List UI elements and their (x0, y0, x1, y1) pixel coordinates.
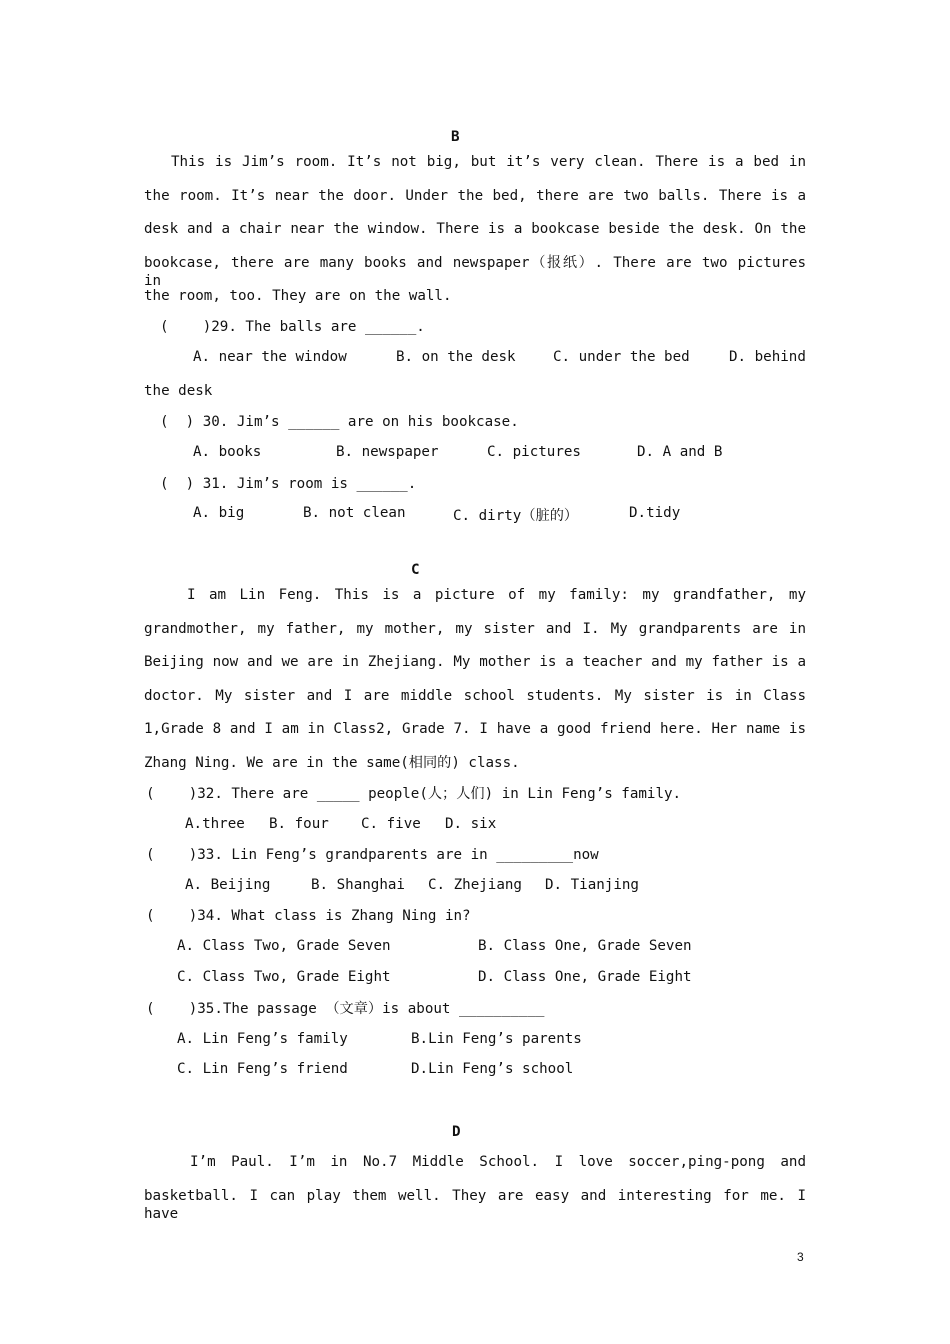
option: D.tidy (629, 505, 681, 521)
option: D. six (445, 816, 497, 832)
question-31-options (0, 505, 681, 585)
passage-b-line-4: bookcase, there are many books and newspaper（报纸）. There are two pictures in (144, 255, 806, 289)
option: B. not clean (303, 505, 406, 521)
option: B. newspaper (336, 444, 439, 460)
option: C. five (361, 816, 421, 832)
passage-d-line-2: basketball. I can play them well. They are easy and interesting for me. I have (144, 1188, 806, 1222)
option: C. Class Two, Grade Eight (177, 969, 391, 985)
option: D. Tianjing (545, 877, 639, 893)
question-29-stem: ( )29. The balls are ______. (160, 319, 425, 335)
option: B. Shanghai (311, 877, 405, 893)
question-35-stem: ( )35.The passage （文章）is about __________ (146, 1001, 545, 1017)
option: C. pictures (487, 444, 581, 460)
question-31-stem: ( ) 31. Jim’s room is ______. (160, 476, 417, 492)
option: B. on the desk (396, 349, 516, 365)
passage-c-line-5: 1,Grade 8 and I am in Class2, Grade 7. I have a good friend here. Her name is (144, 721, 806, 737)
option: C. dirty（脏的） (453, 508, 579, 524)
option: D. Class One, Grade Eight (478, 969, 692, 985)
question-32-stem: ( )32. There are _____ people(人；人们) in Lin Feng’s family. (146, 786, 682, 802)
section-d-heading: D (452, 1124, 461, 1140)
passage-c-line-2: grandmother, my father, my mother, my sister and I. My grandparents are in (144, 621, 806, 637)
passage-b-line-1: This is Jim’s room. It’s not big, but it’s very clean. There is a bed in (171, 154, 806, 170)
section-c-heading: C (411, 562, 420, 578)
option: A. big (193, 505, 245, 521)
page-number: 3 (797, 1250, 804, 1264)
option: B. Class One, Grade Seven (478, 938, 692, 954)
option: C. Zhejiang (428, 877, 522, 893)
option: C. under the bed (553, 349, 690, 365)
passage-c-line-1: I am Lin Feng. This is a picture of my family: my grandfather, my (187, 587, 806, 603)
passage-c-line-4: doctor. My sister and I are middle school students. My sister is in Class (144, 688, 806, 704)
option: B. four (269, 816, 329, 832)
passage-b-line-5: the room, too. They are on the wall. (144, 288, 452, 304)
option: A. books (193, 444, 262, 460)
option: A. Lin Feng’s family (177, 1031, 348, 1047)
option: C. Lin Feng’s friend (177, 1061, 348, 1077)
option: A. Beijing (185, 877, 271, 893)
option: D.Lin Feng’s school (411, 1061, 574, 1077)
question-29-option-wrap: the desk (144, 383, 213, 399)
passage-c-line-6: Zhang Ning. We are in the same(相同的) class. (144, 755, 520, 771)
passage-d-line-1: I’m Paul. I’m in No.7 Middle School. I love soccer,ping-pong and (190, 1154, 806, 1170)
option: A. near the window (193, 349, 347, 365)
question-30-stem: ( ) 30. Jim’s ______ are on his bookcase. (160, 414, 519, 430)
section-b-heading: B (451, 129, 460, 145)
question-35-options-row-2 (0, 1061, 574, 1109)
option: B.Lin Feng’s parents (411, 1031, 582, 1047)
passage-b-line-3: desk and a chair near the window. There is a bookcase beside the desk. On the (144, 221, 806, 237)
option: A.three (185, 816, 245, 832)
passage-b-line-2: the room. It’s near the door. Under the bed, there are two balls. There is a (144, 188, 806, 204)
passage-c-line-3: Beijing now and we are in Zhejiang. My mother is a teacher and my father is a (144, 654, 806, 670)
option: D. A and B (637, 444, 723, 460)
question-33-stem: ( )33. Lin Feng’s grandparents are in _________now (146, 847, 599, 863)
option: A. Class Two, Grade Seven (177, 938, 391, 954)
question-34-stem: ( )34. What class is Zhang Ning in? (146, 908, 471, 924)
option: D. behind (729, 349, 806, 365)
